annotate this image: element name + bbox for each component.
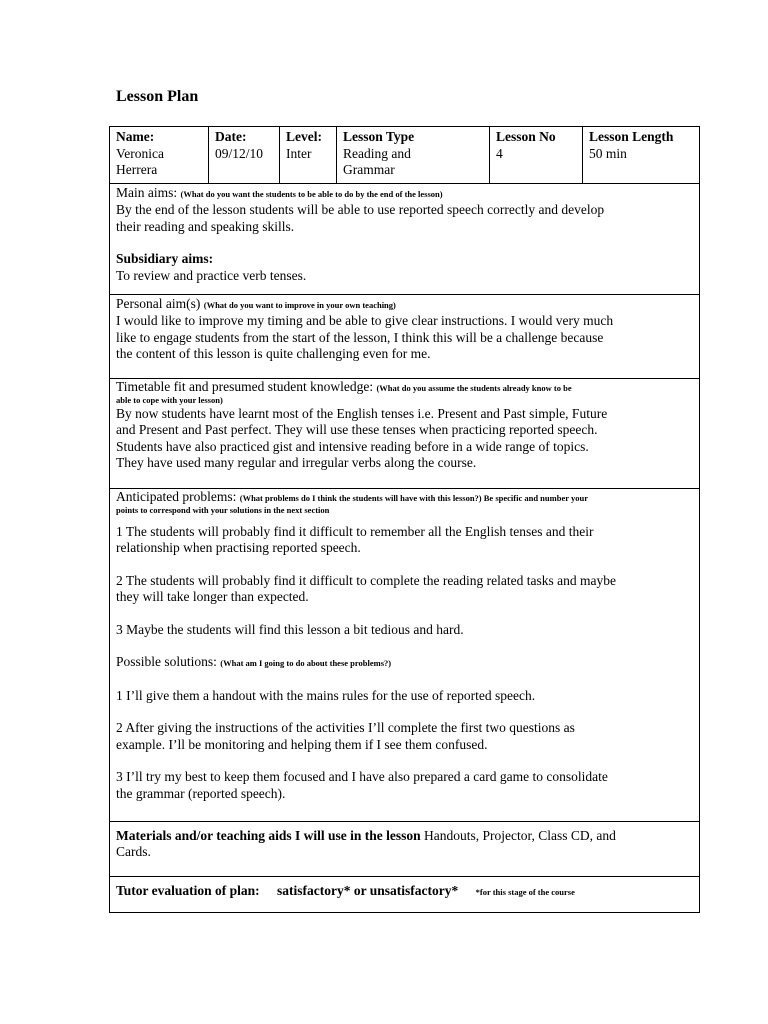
level-label: Level: (286, 129, 322, 144)
solution-3-line-1: 3 I’ll try my best to keep them focused and I have also prepared a card game to consolidate (116, 769, 608, 784)
lesson-no-label: Lesson No (496, 129, 556, 144)
problem-3: 3 Maybe the students will find this lesson a bit tedious and hard. (116, 621, 464, 637)
lesson-length-value: 50 min (589, 145, 627, 161)
level-value: Inter (286, 145, 312, 161)
anticipated-problems-section (110, 489, 699, 822)
materials-text-2: Cards. (116, 844, 151, 859)
materials-text-1: Handouts, Projector, Class CD, and (424, 827, 616, 843)
lesson-no-value: 4 (496, 145, 503, 161)
timetable-heading: Timetable fit and presumed student knowledge: (116, 378, 374, 394)
lesson-length-label: Lesson Length (589, 129, 674, 144)
evaluation-heading: Tutor evaluation of plan: (116, 882, 260, 898)
main-aims-text-1: By the end of the lesson students will be able to use reported speech correctly and develop (116, 202, 605, 217)
timetable-text-4: They have used many regular and irregular verbs along the course. (116, 455, 477, 470)
problem-2-line-1: 2 The students will probably find it difficult to complete the reading related tasks and maybe (116, 572, 617, 588)
subsidiary-aims-text: To review and practice verb tenses. (116, 267, 307, 283)
solution-1: 1 I’ll give them a handout with the mains rules for the use of reported speech. (116, 687, 536, 703)
personal-aims-text-1: I would like to improve my timing and be able to give clear instructions. I would very much (116, 313, 614, 328)
personal-aims-text-3: the content of this lesson is quite challenging even for me. (116, 346, 431, 361)
date-value: 09/12/10 (215, 145, 264, 161)
personal-aims-note: (What do you want to improve in your own teaching) (203, 299, 396, 310)
problem-1-line-2: relationship when practising reported speech. (116, 540, 361, 555)
date-label: Date: (215, 129, 247, 144)
main-aims-section (110, 184, 699, 295)
lesson-type-value-2: Grammar (343, 162, 395, 177)
timetable-text-1: By now students have learnt most of the English tenses i.e. Present and Past simple, Future (116, 405, 608, 421)
date-cell (209, 127, 280, 183)
lesson-length-cell (583, 127, 699, 183)
problems-note-1: (What problems do I think the students will have with this lesson?) Be specific and number your (239, 492, 588, 503)
personal-aims-heading: Personal aim(s) (116, 295, 201, 311)
solution-3-line-2: the grammar (reported speech). (116, 785, 286, 801)
evaluation-options: satisfactory* or unsatisfactory* (277, 882, 459, 898)
evaluation-section (110, 877, 699, 912)
problem-2-line-2: they will take longer than expected. (116, 589, 309, 604)
solutions-note: (What am I going to do about these problems?) (220, 658, 392, 668)
solution-2-line-1: 2 After giving the instructions of the activities I’ll complete the first two questions as (116, 720, 575, 735)
personal-aims-section (110, 295, 699, 379)
name-value-first: Veronica (116, 145, 164, 161)
lesson-type-label: Lesson Type (343, 129, 415, 144)
main-aims-text-2: their reading and speaking skills. (116, 218, 295, 234)
solutions-heading: Possible solutions: (116, 654, 217, 669)
problem-1-line-1: 1 The students will probably find it difficult to remember all the English tenses and their (116, 523, 594, 539)
problems-note-2: points to correspond with your solutions in the next section (116, 504, 330, 515)
materials-heading: Materials and/or teaching aids I will use in the lesson (116, 827, 421, 843)
name-value-last: Herrera (116, 162, 158, 177)
level-cell (280, 127, 337, 183)
evaluation-note: *for this stage of the course (475, 886, 575, 897)
page-title: Lesson Plan (116, 88, 199, 105)
name-label: Name: (116, 129, 155, 144)
lesson-type-value-1: Reading and (343, 145, 411, 161)
timetable-note-2: able to cope with your lesson) (116, 394, 223, 405)
lesson-plan-form (109, 126, 700, 913)
main-aims-note: (What do you want the students to be able to do by the end of the lesson) (180, 188, 443, 199)
lesson-type-cell (337, 127, 490, 183)
subsidiary-aims-heading: Subsidiary aims: (116, 251, 214, 266)
timetable-note-1: (What do you assume the students already know to be (376, 382, 572, 393)
header-row (110, 127, 699, 184)
lesson-no-cell (490, 127, 583, 183)
personal-aims-text-2: like to engage students from the start of the lesson, I think this will be a challenge because (116, 329, 604, 345)
problems-heading: Anticipated problems: (116, 488, 237, 504)
timetable-text-3: Students have also practiced gist and intensive reading before in a wide range of topics. (116, 438, 589, 454)
materials-section (110, 822, 699, 877)
solution-2-line-2: example. I’ll be monitoring and helping them if I see them confused. (116, 736, 488, 752)
name-cell (110, 127, 209, 183)
timetable-text-2: and Present and Past perfect. They will use these tenses when practicing reported speech. (116, 422, 598, 437)
main-aims-heading: Main aims: (116, 184, 178, 200)
timetable-section (110, 379, 699, 489)
